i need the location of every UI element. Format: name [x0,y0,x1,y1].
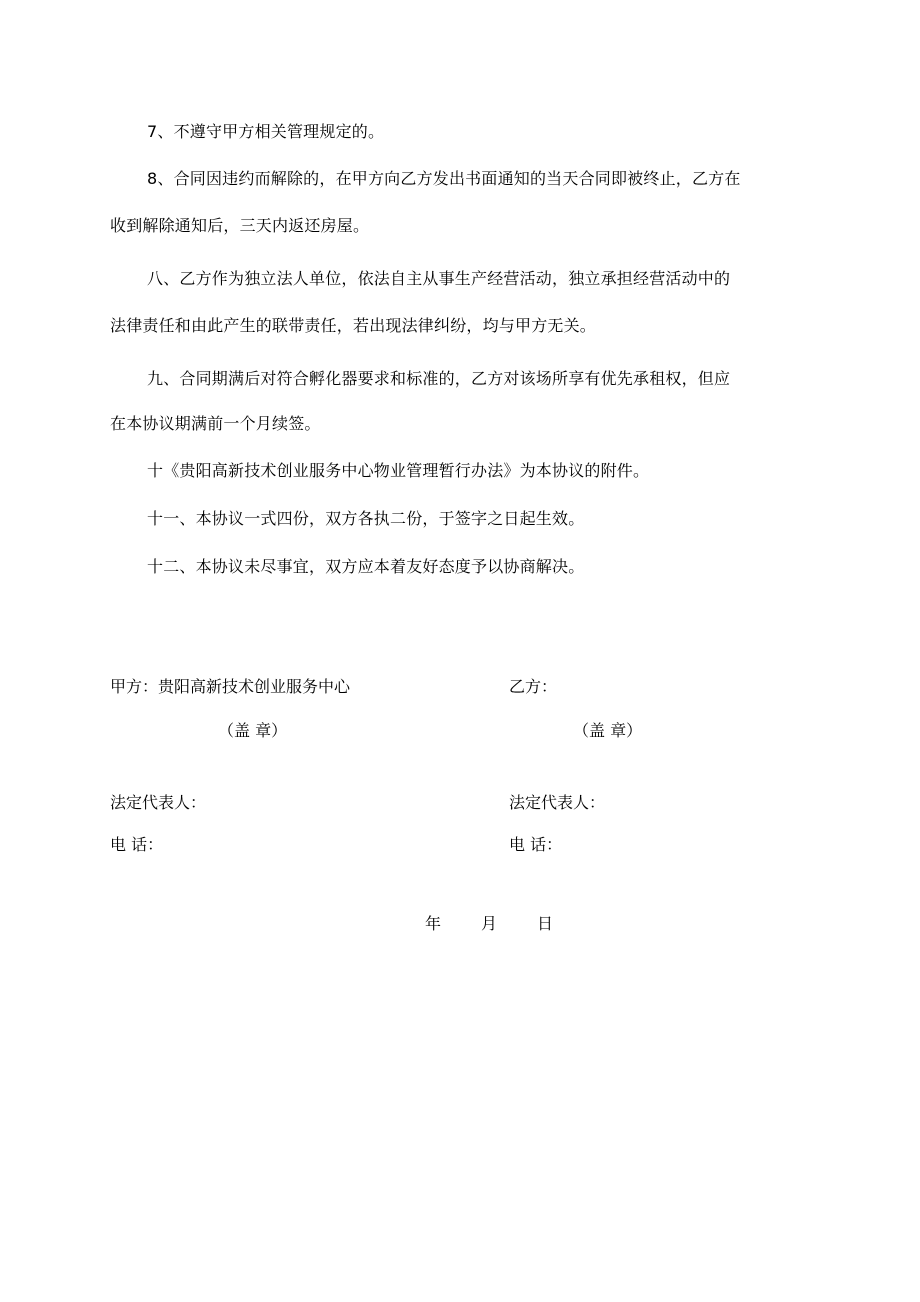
party-b-label: 乙方： [509,677,558,696]
clause-eight-line-2: 法律责任和由此产生的联带责任，若出现法律纠纷，均与甲方无关。 [110,316,597,335]
signing-date [425,912,553,936]
clause-7: 7、不遵守甲方相关管理规定的。 [147,122,385,141]
date-year: 年 [425,914,442,933]
clause-eleven: 十一、本协议一式四份，双方各执二份，于签字之日起生效。 [147,509,585,528]
party-a-seal: （盖 章） [218,721,288,740]
party-b-legal-representative: 法定代表人： [509,793,606,812]
clause-8-line-2: 收到解除通知后，三天内返还房屋。 [110,216,370,235]
clause-eight-line-1: 八、乙方作为独立法人单位，依法自主从事生产经营活动，独立承担经营活动中的 [147,269,731,288]
party-a-telephone: 电 话： [110,835,164,854]
party-a-label: 甲方：贵阳高新技术创业服务中心 [110,677,351,696]
clause-8-line-1: 8、合同因违约而解除的，在甲方向乙方发出书面通知的当天合同即被终止，乙方在 [147,169,741,188]
party-a-legal-representative: 法定代表人： [110,793,207,812]
clause-ten: 十《贵阳高新技术创业服务中心物业管理暂行办法》为本协议的附件。 [147,461,650,480]
date-month: 月 [481,914,498,933]
date-day: 日 [537,914,554,933]
clause-nine-line-2: 在本协议期满前一个月续签。 [110,414,321,433]
clause-nine-line-1: 九、合同期满后对符合孵化器要求和标准的，乙方对该场所享有优先承租权，但应 [147,369,731,388]
party-b-seal: （盖 章） [573,721,643,740]
party-b-telephone: 电 话： [509,835,563,854]
clause-twelve: 十二、本协议未尽事宜，双方应本着友好态度予以协商解决。 [147,557,585,576]
